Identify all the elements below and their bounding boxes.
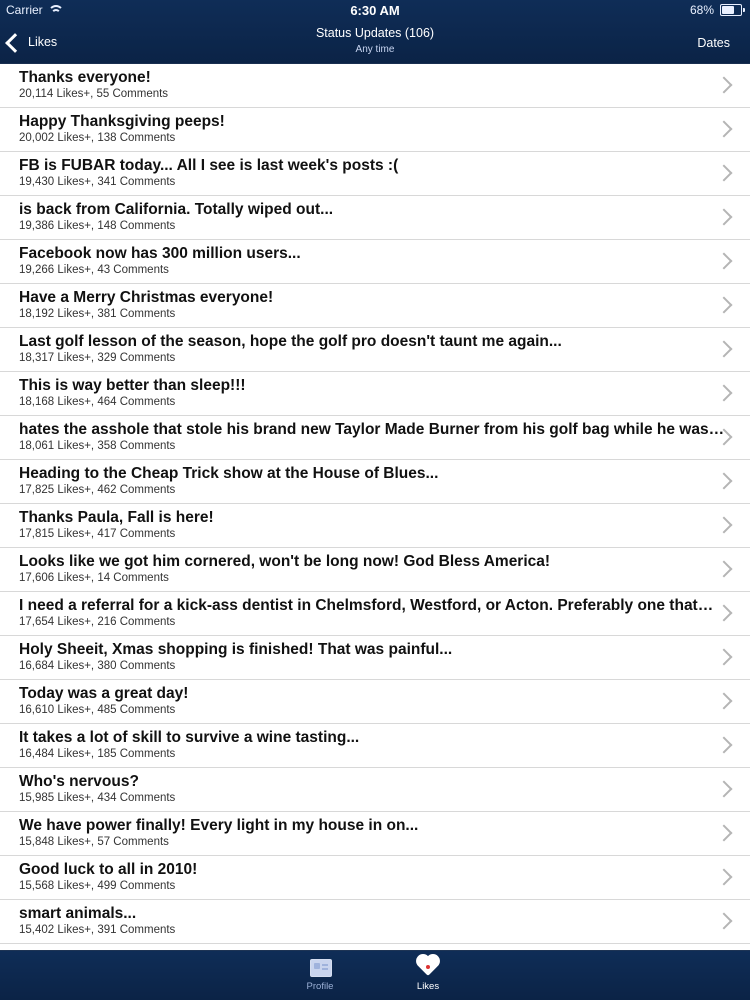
chevron-right-icon bbox=[716, 605, 733, 622]
list-item-title: It takes a lot of skill to survive a wine tasting... bbox=[19, 729, 360, 746]
list-item-content bbox=[19, 420, 725, 453]
chevron-right-icon bbox=[716, 649, 733, 666]
list-item-title: Who's nervous? bbox=[19, 773, 139, 790]
list-item-title: Happy Thanksgiving peeps! bbox=[19, 113, 225, 130]
dates-button[interactable]: Dates bbox=[697, 36, 730, 50]
list-item[interactable] bbox=[0, 152, 750, 196]
battery-icon bbox=[720, 4, 742, 16]
list-item-subtitle: 16,610 Likes+, 485 Comments bbox=[19, 704, 176, 716]
list-item-content bbox=[19, 68, 714, 101]
list-item-subtitle: 18,168 Likes+, 464 Comments bbox=[19, 396, 176, 408]
list-item[interactable] bbox=[0, 108, 750, 152]
chevron-right-icon bbox=[716, 385, 733, 402]
likes-icon bbox=[417, 956, 439, 978]
list-item-title: Today was a great day! bbox=[19, 685, 189, 702]
list-item-content bbox=[19, 596, 714, 629]
list-item-title: Have a Merry Christmas everyone! bbox=[19, 289, 274, 306]
list-item-title: Thanks Paula, Fall is here! bbox=[19, 509, 214, 526]
chevron-right-icon bbox=[716, 781, 733, 798]
chevron-right-icon bbox=[716, 121, 733, 138]
tab-bar bbox=[0, 950, 750, 1000]
chevron-right-icon bbox=[716, 341, 733, 358]
list-item-content bbox=[19, 112, 714, 145]
list-item-subtitle: 15,402 Likes+, 391 Comments bbox=[19, 924, 176, 936]
list-item-content bbox=[19, 640, 714, 673]
list-item[interactable] bbox=[0, 196, 750, 240]
list-item-subtitle: 17,654 Likes+, 216 Comments bbox=[19, 616, 176, 628]
chevron-right-icon bbox=[716, 473, 733, 490]
nav-title: Status Updates (106) bbox=[315, 26, 435, 40]
list-item[interactable] bbox=[0, 680, 750, 724]
list-item-content bbox=[19, 684, 714, 717]
list-item-content bbox=[19, 244, 714, 277]
list-item-title: smart animals... bbox=[19, 905, 137, 922]
battery-level bbox=[722, 6, 734, 14]
list-item-content bbox=[19, 464, 714, 497]
list-item-subtitle: 18,317 Likes+, 329 Comments bbox=[19, 352, 176, 364]
list-item-subtitle: 17,606 Likes+, 14 Comments bbox=[19, 572, 169, 584]
list-item-title: Facebook now has 300 million users... bbox=[19, 245, 301, 262]
navigation-bar bbox=[0, 20, 750, 64]
chevron-right-icon bbox=[716, 297, 733, 314]
list-item-content bbox=[19, 332, 714, 365]
list-item[interactable] bbox=[0, 900, 750, 944]
profile-icon bbox=[309, 956, 331, 978]
list-item-title: Last golf lesson of the season, hope the golf pro doesn't taunt me again... bbox=[19, 333, 562, 350]
list-item-content bbox=[19, 860, 714, 893]
tab-label-profile: Profile bbox=[306, 981, 334, 992]
list-item-subtitle: 15,848 Likes+, 57 Comments bbox=[19, 836, 169, 848]
chevron-right-icon bbox=[716, 165, 733, 182]
list-item-subtitle: 18,061 Likes+, 358 Comments bbox=[19, 440, 176, 452]
chevron-right-icon bbox=[716, 77, 733, 94]
list-item-subtitle: 16,684 Likes+, 380 Comments bbox=[19, 660, 176, 672]
list-item-content bbox=[19, 156, 714, 189]
status-bar bbox=[0, 0, 750, 20]
list-item-subtitle: 17,815 Likes+, 417 Comments bbox=[19, 528, 176, 540]
list-item-subtitle: 19,430 Likes+, 341 Comments bbox=[19, 176, 176, 188]
list-item-title: is back from California. Totally wiped out... bbox=[19, 201, 334, 218]
list-item[interactable] bbox=[0, 856, 750, 900]
list-item[interactable] bbox=[0, 812, 750, 856]
chevron-right-icon bbox=[716, 825, 733, 842]
tab-likes[interactable] bbox=[398, 956, 458, 996]
list-item-subtitle: 19,266 Likes+, 43 Comments bbox=[19, 264, 169, 276]
list-item-content bbox=[19, 816, 714, 849]
list-item-title: hates the asshole that stole his brand new Taylor Made Burner from his golf bag while he was… bbox=[19, 421, 725, 438]
profile-card-icon bbox=[310, 959, 332, 977]
list-item[interactable] bbox=[0, 460, 750, 504]
list-item-title: We have power finally! Every light in my house in on... bbox=[19, 817, 419, 834]
status-time: 6:30 AM bbox=[350, 3, 400, 18]
list-item-subtitle: 16,484 Likes+, 185 Comments bbox=[19, 748, 176, 760]
tab-profile[interactable] bbox=[290, 956, 350, 996]
list-item[interactable] bbox=[0, 548, 750, 592]
heart-accent-dot bbox=[426, 965, 430, 969]
list-item[interactable] bbox=[0, 328, 750, 372]
tab-label-likes: Likes bbox=[416, 981, 440, 992]
chevron-right-icon bbox=[716, 869, 733, 886]
list-item[interactable] bbox=[0, 504, 750, 548]
list-item-subtitle: 20,114 Likes+, 55 Comments bbox=[19, 88, 169, 100]
list-item-content bbox=[19, 288, 714, 321]
chevron-right-icon bbox=[716, 253, 733, 270]
list-item[interactable] bbox=[0, 64, 750, 108]
list-item-content bbox=[19, 728, 714, 761]
list-item-subtitle: 20,002 Likes+, 138 Comments bbox=[19, 132, 176, 144]
list-item[interactable] bbox=[0, 416, 750, 460]
list-item-subtitle: 19,386 Likes+, 148 Comments bbox=[19, 220, 176, 232]
list-item[interactable] bbox=[0, 636, 750, 680]
list-item-content bbox=[19, 552, 714, 585]
back-label: Likes bbox=[28, 35, 58, 49]
list-item[interactable] bbox=[0, 240, 750, 284]
list-item[interactable] bbox=[0, 768, 750, 812]
list-item-subtitle: 17,825 Likes+, 462 Comments bbox=[19, 484, 176, 496]
status-right bbox=[690, 3, 742, 17]
list-item[interactable] bbox=[0, 592, 750, 636]
chevron-right-icon bbox=[716, 209, 733, 226]
chevron-right-icon bbox=[716, 737, 733, 754]
list-item-title: Looks like we got him cornered, won't be long now! God Bless America! bbox=[19, 553, 551, 570]
status-updates-list bbox=[0, 64, 750, 951]
chevron-right-icon bbox=[716, 693, 733, 710]
nav-subtitle: Any time bbox=[355, 44, 395, 55]
list-item-title: Good luck to all in 2010! bbox=[19, 861, 198, 878]
chevron-right-icon bbox=[716, 517, 733, 534]
list-item-content bbox=[19, 904, 714, 937]
list-item-subtitle: 15,568 Likes+, 499 Comments bbox=[19, 880, 176, 892]
list-item[interactable] bbox=[0, 724, 750, 768]
chevron-right-icon bbox=[716, 913, 733, 930]
list-item[interactable] bbox=[0, 372, 750, 416]
list-item-title: This is way better than sleep!!! bbox=[19, 377, 246, 394]
list-item-title: Holy Sheeit, Xmas shopping is finished! That was painful... bbox=[19, 641, 453, 658]
list-item-subtitle: 18,192 Likes+, 381 Comments bbox=[19, 308, 176, 320]
battery-percent: 68% bbox=[689, 3, 714, 17]
list-item-content bbox=[19, 376, 714, 409]
list-item-content bbox=[19, 772, 714, 805]
list-item-content bbox=[19, 200, 714, 233]
list-item-title: Heading to the Cheap Trick show at the House of Blues... bbox=[19, 465, 439, 482]
chevron-right-icon bbox=[716, 561, 733, 578]
list-item-subtitle: 15,985 Likes+, 434 Comments bbox=[19, 792, 176, 804]
list-item-title: I need a referral for a kick-ass dentist in Chelmsford, Westford, or Acton. Preferably one that… bbox=[19, 597, 714, 614]
list-item-content bbox=[19, 508, 714, 541]
top-bar bbox=[0, 0, 750, 64]
list-item[interactable] bbox=[0, 284, 750, 328]
carrier-label: Carrier bbox=[6, 3, 43, 17]
list-item-title: Thanks everyone! bbox=[19, 69, 151, 86]
list-item-title: FB is FUBAR today... All I see is last week's posts :( bbox=[19, 157, 399, 174]
